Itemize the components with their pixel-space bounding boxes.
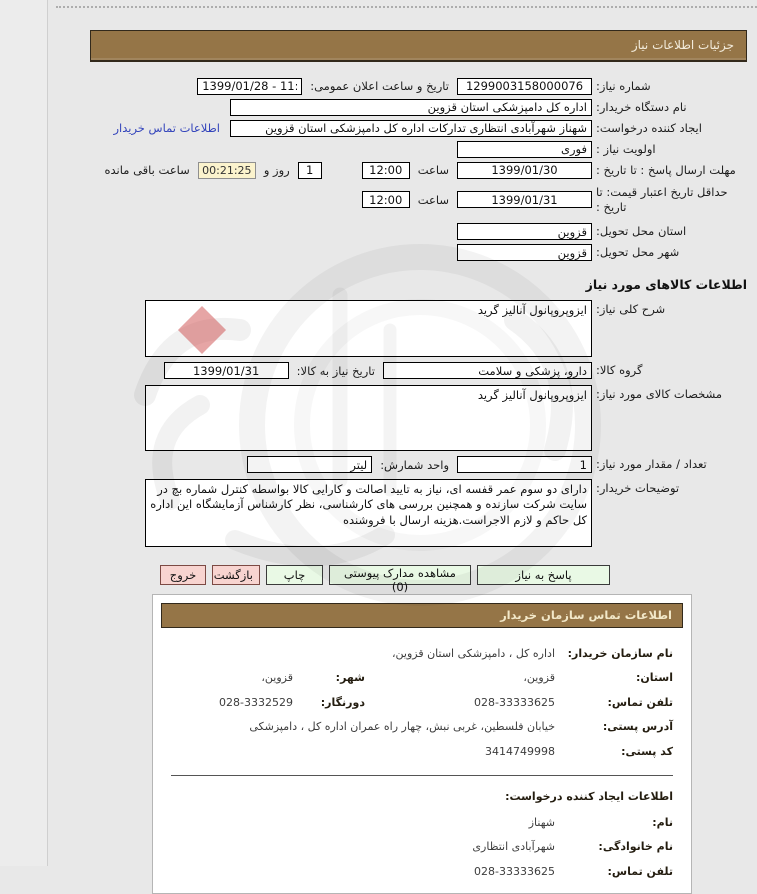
- quantity-input[interactable]: [457, 456, 592, 473]
- buyer-notes-label: توضیحات خریدار:: [596, 480, 680, 495]
- deadline-hour-label: ساعت: [417, 163, 449, 177]
- need-details-section: [90, 30, 747, 594]
- row-buyer-org: [90, 98, 747, 116]
- validity-hour-label: ساعت: [417, 192, 449, 207]
- need-details-form: [90, 77, 747, 594]
- goods-need-date-label: تاریخ نیاز به کالا:: [296, 363, 375, 378]
- goods-specs-label: مشخصات کالای مورد نیاز:: [596, 386, 723, 401]
- remaining-days-label: روز و: [263, 163, 290, 177]
- panel-row-postal: [171, 744, 673, 759]
- response-deadline-label: مهلت ارسال پاسخ : تا تاریخ :: [596, 162, 736, 177]
- row-goods-group: [90, 362, 747, 380]
- row-delivery-city: [90, 244, 747, 262]
- action-buttons: [90, 565, 610, 594]
- need-number-label: شماره نیاز:: [596, 78, 651, 93]
- top-dotted-divider: [56, 6, 757, 9]
- panel-divider: [171, 775, 673, 776]
- org-name-label: نام سازمان خریدار:: [567, 647, 673, 660]
- panel-first-name-label: نام:: [652, 815, 673, 829]
- panel-last-name-value: شهرآبادی انتظاری: [472, 840, 555, 854]
- validity-date-input[interactable]: [457, 191, 592, 208]
- panel-phone-value: 028-33333625: [474, 695, 555, 709]
- panel-requester-phone-label: تلفن تماس:: [607, 864, 673, 878]
- row-priority: [90, 140, 747, 158]
- general-description-textarea[interactable]: [145, 300, 592, 357]
- count-unit-input[interactable]: [247, 456, 372, 473]
- need-number-input[interactable]: [457, 78, 592, 95]
- requester-info-section-title: اطلاعات ایجاد کننده درخواست:: [505, 789, 673, 803]
- countdown-label: ساعت باقی مانده: [104, 163, 190, 177]
- row-delivery-province: [90, 223, 747, 241]
- delivery-city-label: شهر محل تحویل:: [596, 245, 680, 260]
- delivery-city-input[interactable]: [457, 244, 592, 261]
- panel-row-last-name: [171, 839, 673, 854]
- buyer-org-input[interactable]: [230, 99, 592, 116]
- exit-button[interactable]: خروج: [160, 565, 206, 585]
- panel-last-name-label: نام خانوادگی:: [598, 840, 673, 854]
- row-need-number: [90, 77, 747, 95]
- goods-group-input[interactable]: [383, 362, 592, 379]
- priority-input[interactable]: [457, 141, 592, 158]
- priority-label: اولویت نیاز :: [596, 141, 656, 156]
- deadline-date-input[interactable]: [457, 162, 592, 179]
- buyer-contact-panel-title: اطلاعات تماس سازمان خریدار: [161, 603, 683, 628]
- panel-postal-value: 3414749998: [485, 744, 555, 758]
- section-title-bar: جزئیات اطلاعات نیاز: [90, 30, 747, 62]
- buyer-contact-panel-body: [153, 636, 691, 879]
- goods-need-date-input[interactable]: [164, 362, 289, 379]
- announce-datetime-label: تاریخ و ساعت اعلان عمومی:: [310, 79, 449, 93]
- row-quantity: [90, 456, 747, 474]
- deadline-time-input[interactable]: [362, 162, 410, 179]
- quantity-label: تعداد / مقدار مورد نیاز:: [596, 457, 707, 472]
- row-response-deadline: [90, 161, 747, 179]
- view-attachments-button[interactable]: مشاهده مدارک پیوستی (0): [329, 565, 471, 585]
- panel-fax-value: 028-3332529: [219, 695, 293, 709]
- back-button[interactable]: بازگشت: [212, 565, 260, 585]
- panel-row-first-name: [171, 815, 673, 830]
- panel-city-label: شهر:: [335, 671, 365, 685]
- panel-postal-label: کد پستی:: [621, 744, 673, 758]
- panel-row-address: [171, 719, 673, 734]
- panel-first-name-value: شهناز: [528, 815, 555, 829]
- panel-row-province-city: [171, 670, 673, 685]
- price-validity-label: حداقل تاریخ اعتبار قیمت: تا تاریخ :: [596, 185, 728, 214]
- countdown-timer: 00:21:25: [198, 162, 256, 179]
- print-button[interactable]: چاپ: [266, 565, 323, 585]
- remaining-days-input[interactable]: [298, 162, 322, 179]
- panel-fax-label: دورنگار:: [320, 695, 365, 709]
- general-description-label: شرح کلی نیاز:: [596, 301, 666, 316]
- row-price-validity: [90, 185, 747, 215]
- panel-row-org: [171, 646, 673, 661]
- buyer-contact-link[interactable]: اطلاعات تماس خریدار: [113, 121, 220, 135]
- validity-time-input[interactable]: [362, 191, 410, 208]
- panel-row-phone-fax: [171, 695, 673, 710]
- row-buyer-notes: [90, 479, 747, 547]
- org-name-value: اداره کل ، دامپزشکی استان قزوین،: [391, 647, 555, 660]
- panel-address-label: آدرس پستی:: [602, 720, 673, 734]
- announce-datetime-input[interactable]: [197, 78, 302, 95]
- panel-requester-phone-value: 028-33333625: [474, 864, 555, 878]
- row-requester: [90, 119, 747, 137]
- goods-section-title: اطلاعات کالاهای مورد نیاز: [585, 276, 747, 292]
- buyer-org-label: نام دستگاه خریدار:: [596, 99, 687, 114]
- buyer-notes-textarea[interactable]: [145, 479, 592, 547]
- goods-specs-textarea[interactable]: [145, 385, 592, 451]
- requester-label: ایجاد کننده درخواست:: [596, 120, 702, 135]
- panel-city-value: قزوین،: [261, 671, 293, 685]
- requester-input[interactable]: [230, 120, 592, 137]
- goods-group-label: گروه کالا:: [596, 363, 643, 378]
- delivery-province-input[interactable]: [457, 223, 592, 240]
- panel-address-value: خیابان فلسطین، غربی نبش، چهار راه عمران اداره کل ، دامپزشکی: [249, 720, 555, 734]
- row-goods-specs: [90, 385, 747, 451]
- buyer-contact-panel: [152, 594, 692, 894]
- panel-row-requester-phone: [171, 864, 673, 879]
- panel-province-label: استان:: [636, 671, 673, 685]
- respond-to-need-button[interactable]: پاسخ به نیاز: [477, 565, 610, 585]
- row-general-description: [90, 300, 747, 357]
- count-unit-label: واحد شمارش:: [380, 457, 449, 472]
- panel-province-value: قزوین،: [523, 671, 555, 685]
- page-left-margin: [0, 0, 48, 866]
- panel-phone-label: تلفن تماس:: [607, 695, 673, 709]
- delivery-province-label: استان محل تحویل:: [596, 224, 687, 239]
